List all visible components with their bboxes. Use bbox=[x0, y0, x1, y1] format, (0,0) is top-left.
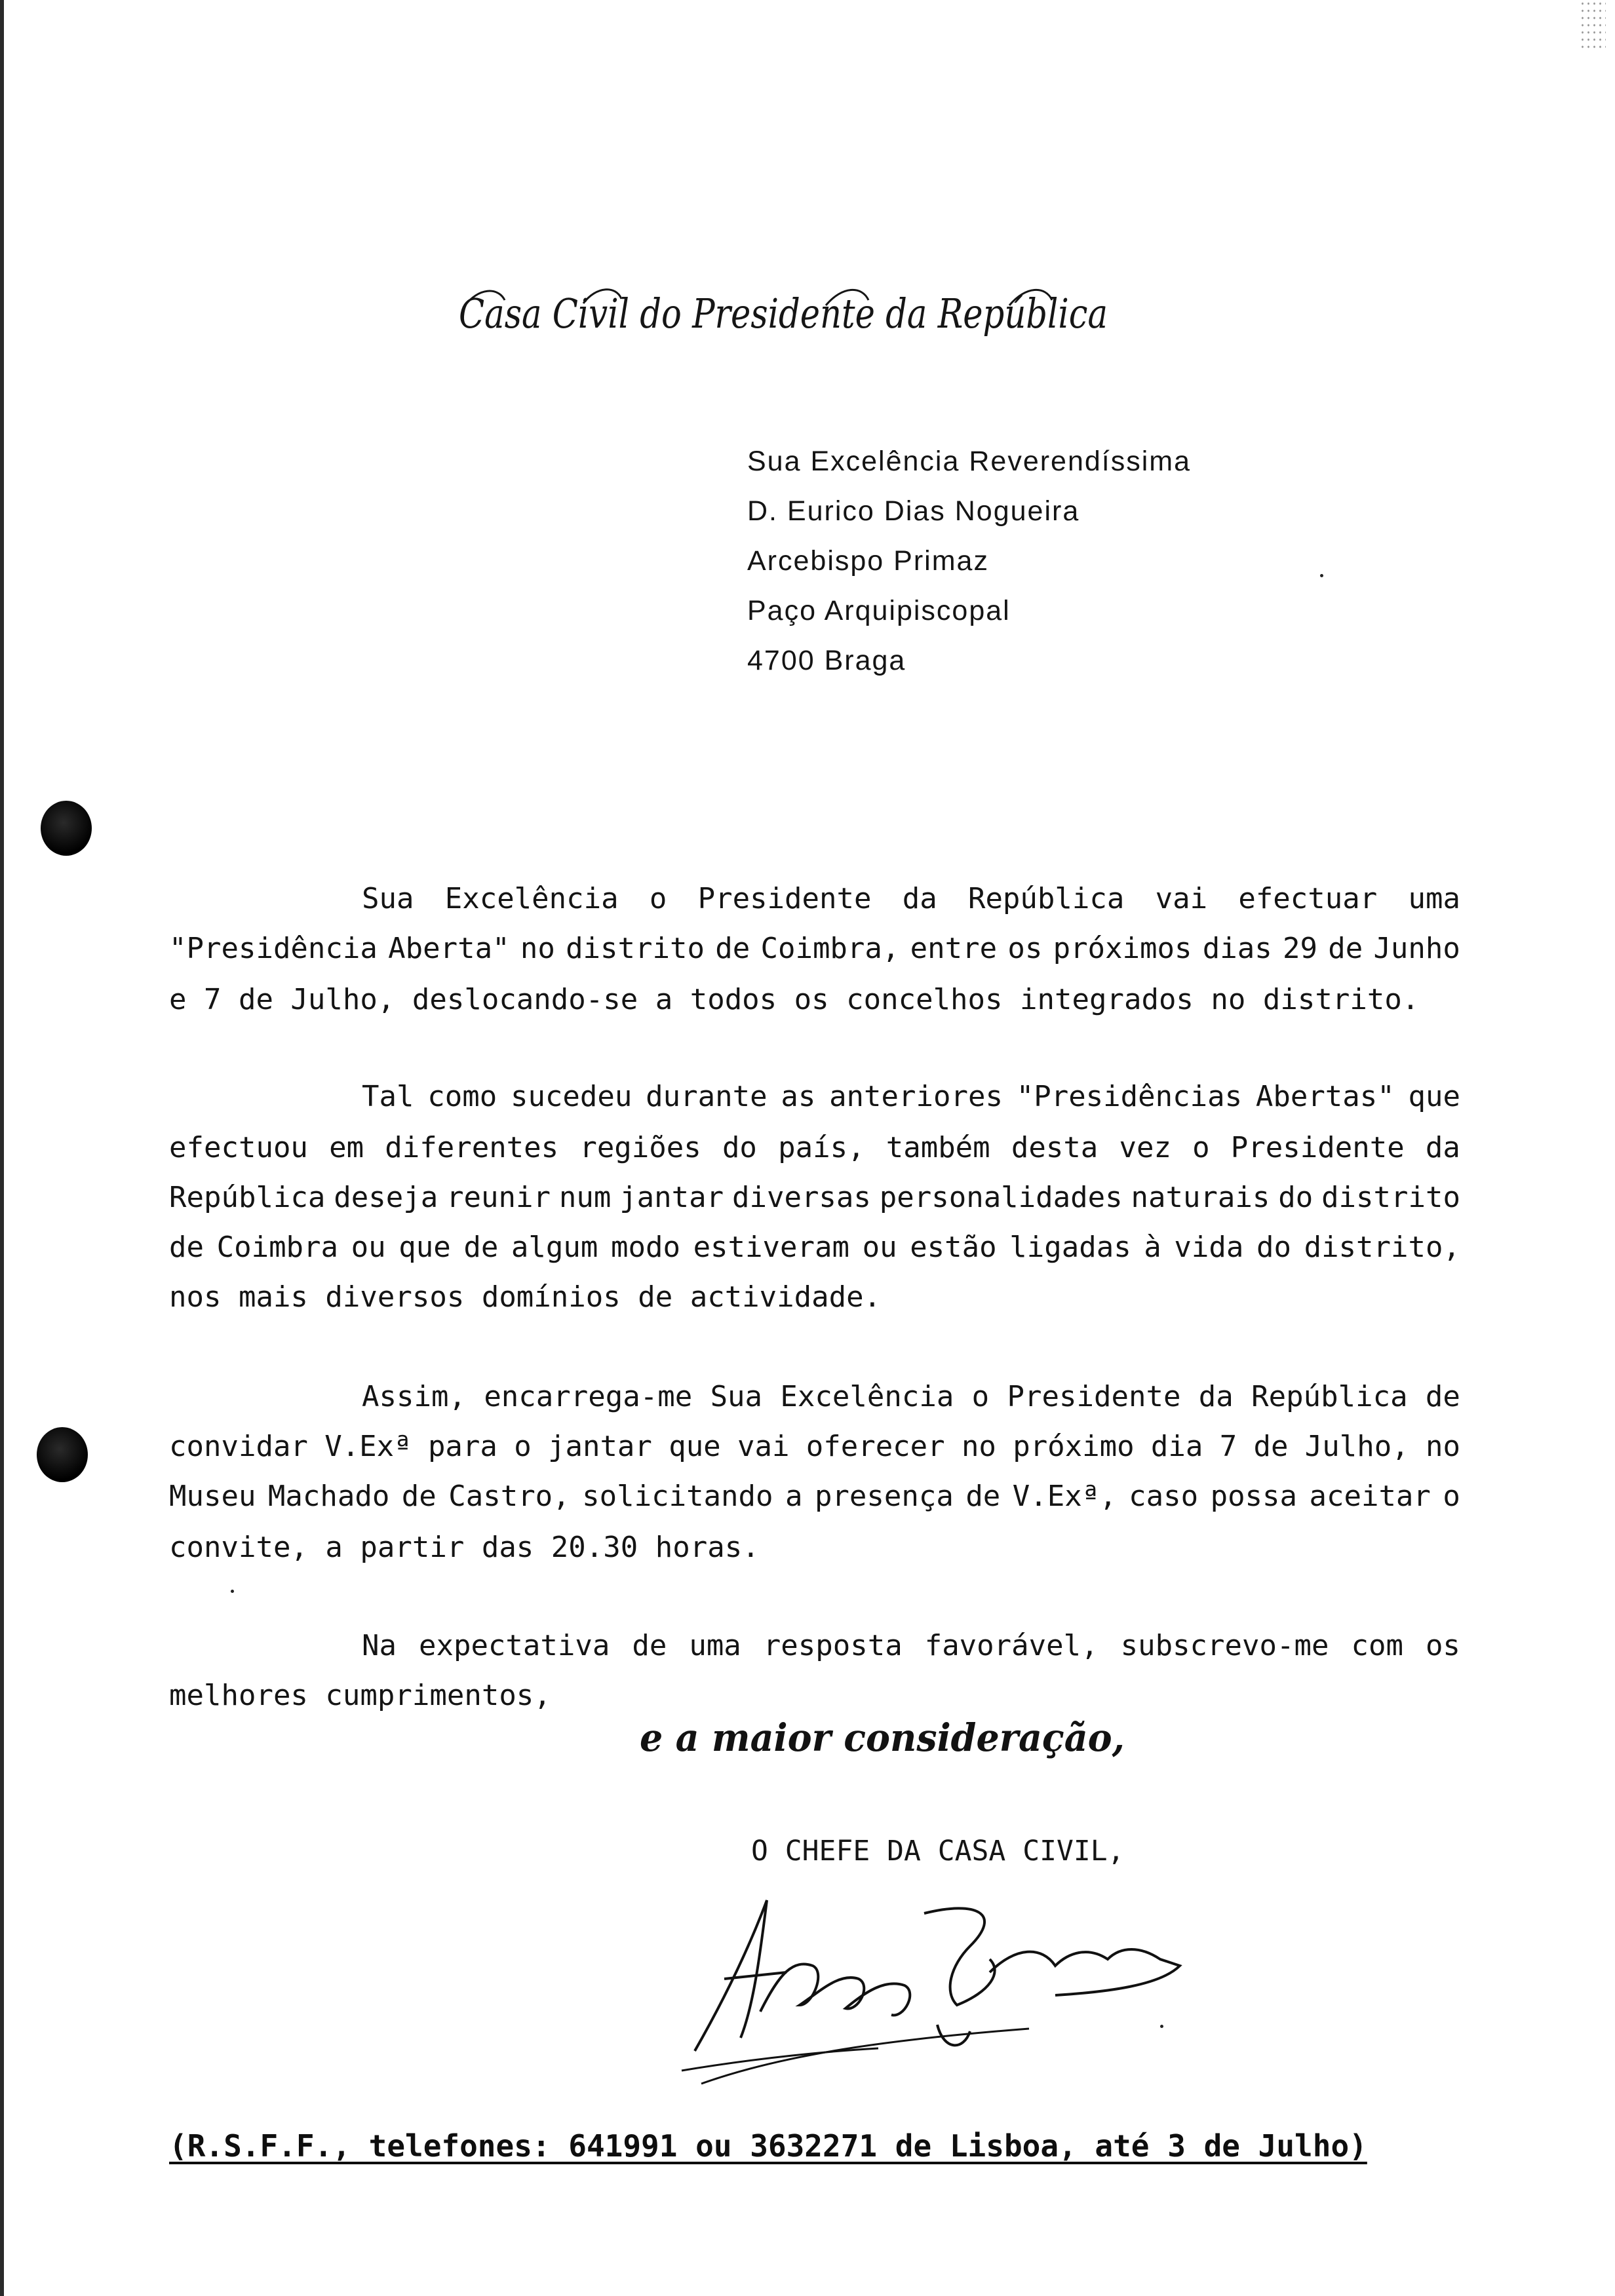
word: as bbox=[781, 1080, 816, 1113]
word: possa bbox=[1210, 1480, 1298, 1513]
word: convidar bbox=[169, 1430, 308, 1463]
word: da bbox=[902, 882, 937, 915]
word: que bbox=[399, 1231, 451, 1264]
word: vai bbox=[1155, 882, 1208, 915]
word: que bbox=[1408, 1080, 1460, 1113]
paragraph-1-line-2 bbox=[169, 932, 1460, 965]
paragraph-1-line-3: e 7 de Julho, deslocando-se a todos os concelhos integrados no distrito. bbox=[169, 983, 1420, 1016]
word: de bbox=[1328, 932, 1363, 965]
word: diferentes bbox=[385, 1131, 559, 1164]
scan-dot bbox=[1160, 2025, 1163, 2028]
word: Sua bbox=[710, 1380, 763, 1413]
word: Sua bbox=[362, 882, 414, 915]
svg-text:e a maior consideração,: e a maior consideração, bbox=[640, 1715, 1125, 1760]
word: resposta bbox=[763, 1629, 903, 1662]
word: num bbox=[558, 1181, 612, 1214]
word: em bbox=[329, 1131, 364, 1164]
word: favorável, bbox=[924, 1629, 1099, 1662]
word: próximo bbox=[1013, 1430, 1135, 1463]
word: V.Exª, bbox=[1012, 1480, 1117, 1513]
word: no bbox=[520, 932, 555, 965]
word: regiões bbox=[579, 1131, 701, 1164]
word: no bbox=[1425, 1430, 1460, 1463]
word: Machado bbox=[267, 1480, 390, 1513]
word: para bbox=[427, 1430, 497, 1463]
paragraph-4-line-1 bbox=[362, 1629, 1460, 1662]
paragraph-1-line-1 bbox=[362, 882, 1460, 915]
word: jantar bbox=[547, 1430, 652, 1463]
word: o bbox=[514, 1430, 532, 1463]
word: Presidente bbox=[1230, 1131, 1405, 1164]
word: uma bbox=[689, 1629, 741, 1662]
word: dias bbox=[1202, 932, 1272, 965]
paragraph-2-line-4 bbox=[169, 1231, 1460, 1264]
word: estiveram bbox=[693, 1231, 849, 1264]
word: V.Exª bbox=[324, 1430, 412, 1463]
word: distrito bbox=[1321, 1181, 1460, 1214]
paragraph-2-line-3 bbox=[169, 1181, 1460, 1214]
paragraph-4-line-2: melhores cumprimentos, bbox=[169, 1679, 551, 1712]
paragraph-3-line-4: convite, a partir das 20.30 horas. bbox=[169, 1531, 760, 1564]
word: de bbox=[965, 1480, 1001, 1513]
word: Junho bbox=[1373, 932, 1460, 965]
word: do bbox=[722, 1131, 757, 1164]
word: presença bbox=[814, 1480, 954, 1513]
word: próximos bbox=[1053, 932, 1192, 965]
word: Na bbox=[362, 1629, 397, 1662]
paragraph-2-line-5: nos mais diversos domínios de actividade. bbox=[169, 1280, 882, 1314]
word: que bbox=[669, 1430, 721, 1463]
word: efectuou bbox=[169, 1131, 308, 1164]
word: como bbox=[427, 1080, 497, 1113]
word: expectativa bbox=[418, 1629, 610, 1662]
word: vez bbox=[1119, 1131, 1171, 1164]
word: ou bbox=[862, 1231, 897, 1264]
paragraph-3-line-3 bbox=[169, 1480, 1460, 1513]
word: Presidente bbox=[697, 882, 872, 915]
scan-dot bbox=[231, 1590, 234, 1593]
word: Excelência bbox=[780, 1380, 954, 1413]
word: do bbox=[1256, 1231, 1291, 1264]
word: à bbox=[1144, 1231, 1161, 1264]
address-line: Paço Arquipiscopal bbox=[747, 595, 1011, 626]
word: vai bbox=[737, 1430, 790, 1463]
address-line: Arcebispo Primaz bbox=[747, 545, 989, 577]
word: aceitar bbox=[1309, 1480, 1431, 1513]
word: solicitando bbox=[582, 1480, 773, 1513]
word: no bbox=[961, 1430, 996, 1463]
paragraph-3-line-2 bbox=[169, 1430, 1460, 1463]
word: da bbox=[1425, 1131, 1460, 1164]
handwritten-addition bbox=[636, 1700, 1134, 1772]
paragraph-2-line-2 bbox=[169, 1131, 1460, 1164]
word: modo bbox=[610, 1231, 680, 1264]
word: dia bbox=[1150, 1430, 1203, 1463]
word: Assim, bbox=[362, 1380, 466, 1413]
word: ou bbox=[351, 1231, 386, 1264]
word: República bbox=[169, 1181, 326, 1214]
svg-text:Casa Civil do Presidente da Re: Casa Civil do Presidente da República bbox=[459, 290, 1108, 337]
word: algum bbox=[511, 1231, 598, 1264]
word: os bbox=[1007, 932, 1043, 965]
recipient-address bbox=[747, 436, 1191, 685]
letterhead-script bbox=[459, 280, 1114, 346]
scan-speckle bbox=[1580, 0, 1606, 52]
punch-hole-icon bbox=[41, 801, 92, 856]
word: jantar bbox=[619, 1181, 724, 1214]
word: vida bbox=[1174, 1231, 1244, 1264]
word: distrito, bbox=[1304, 1231, 1460, 1264]
word: deseja bbox=[334, 1181, 438, 1214]
word: Julho, bbox=[1304, 1430, 1409, 1463]
word: do bbox=[1278, 1181, 1313, 1214]
word: também bbox=[885, 1131, 990, 1164]
word: Abertas" bbox=[1255, 1080, 1395, 1113]
word: sucedeu bbox=[510, 1080, 632, 1113]
word: efectuar bbox=[1238, 882, 1378, 915]
word: estão bbox=[910, 1231, 997, 1264]
word: Tal bbox=[362, 1080, 414, 1113]
word: reunir bbox=[446, 1181, 551, 1214]
word: durante bbox=[646, 1080, 768, 1113]
paragraph-2-line-1 bbox=[362, 1080, 1460, 1113]
word: da bbox=[1198, 1380, 1234, 1413]
word: Museu bbox=[169, 1480, 256, 1513]
address-line: Sua Excelência Reverendíssima bbox=[747, 446, 1192, 477]
word: de bbox=[463, 1231, 499, 1264]
word: Coimbra bbox=[216, 1231, 339, 1264]
word: o bbox=[1443, 1480, 1460, 1513]
word: Castro, bbox=[448, 1480, 570, 1513]
word: o bbox=[971, 1380, 990, 1413]
word: Presidente bbox=[1007, 1380, 1181, 1413]
scan-dot bbox=[1320, 574, 1323, 577]
word: país, bbox=[778, 1131, 865, 1164]
word: desta bbox=[1011, 1131, 1099, 1164]
word: ligadas bbox=[1009, 1231, 1131, 1264]
word: entre bbox=[910, 932, 998, 965]
word: os bbox=[1425, 1629, 1460, 1662]
word: a bbox=[785, 1480, 803, 1513]
word: uma bbox=[1408, 882, 1460, 915]
word: encarrega-me bbox=[484, 1380, 693, 1413]
word: de bbox=[1253, 1430, 1289, 1463]
word: Aberta" bbox=[388, 932, 510, 965]
scan-edge-left bbox=[0, 0, 4, 2296]
word: oferecer bbox=[806, 1430, 945, 1463]
paragraph-3-line-1 bbox=[362, 1380, 1460, 1413]
address-line: D. Eurico Dias Nogueira bbox=[747, 495, 1080, 527]
word: "Presidência bbox=[169, 932, 378, 965]
word: de bbox=[632, 1629, 667, 1662]
word: subscrevo-me bbox=[1120, 1629, 1329, 1662]
word: anteriores bbox=[829, 1080, 1003, 1113]
word: República bbox=[967, 882, 1125, 915]
word: de bbox=[401, 1480, 437, 1513]
word: "Presidências bbox=[1016, 1080, 1243, 1113]
word: diversas bbox=[731, 1181, 871, 1214]
word: Coimbra, bbox=[760, 932, 900, 965]
word: com bbox=[1351, 1629, 1403, 1662]
word: o bbox=[649, 882, 667, 915]
signature bbox=[662, 1874, 1199, 2090]
word: 29 bbox=[1282, 932, 1317, 965]
word: República bbox=[1251, 1380, 1408, 1413]
word: de bbox=[715, 932, 750, 965]
word: distrito bbox=[566, 932, 705, 965]
word: naturais bbox=[1131, 1181, 1270, 1214]
word: de bbox=[169, 1231, 204, 1264]
word: 7 bbox=[1219, 1430, 1237, 1463]
punch-hole-icon bbox=[37, 1427, 88, 1482]
word: o bbox=[1192, 1131, 1210, 1164]
word: Excelência bbox=[444, 882, 619, 915]
word: personalidades bbox=[879, 1181, 1123, 1214]
closing-title: O CHEFE DA CASA CIVIL, bbox=[751, 1835, 1125, 1867]
word: de bbox=[1425, 1380, 1460, 1413]
address-line: 4700 Braga bbox=[747, 645, 906, 676]
footer-note: (R.S.F.F., telefones: 641991 ou 3632271 de Lisboa, até 3 de Julho) bbox=[169, 2128, 1367, 2164]
word: caso bbox=[1129, 1480, 1199, 1513]
